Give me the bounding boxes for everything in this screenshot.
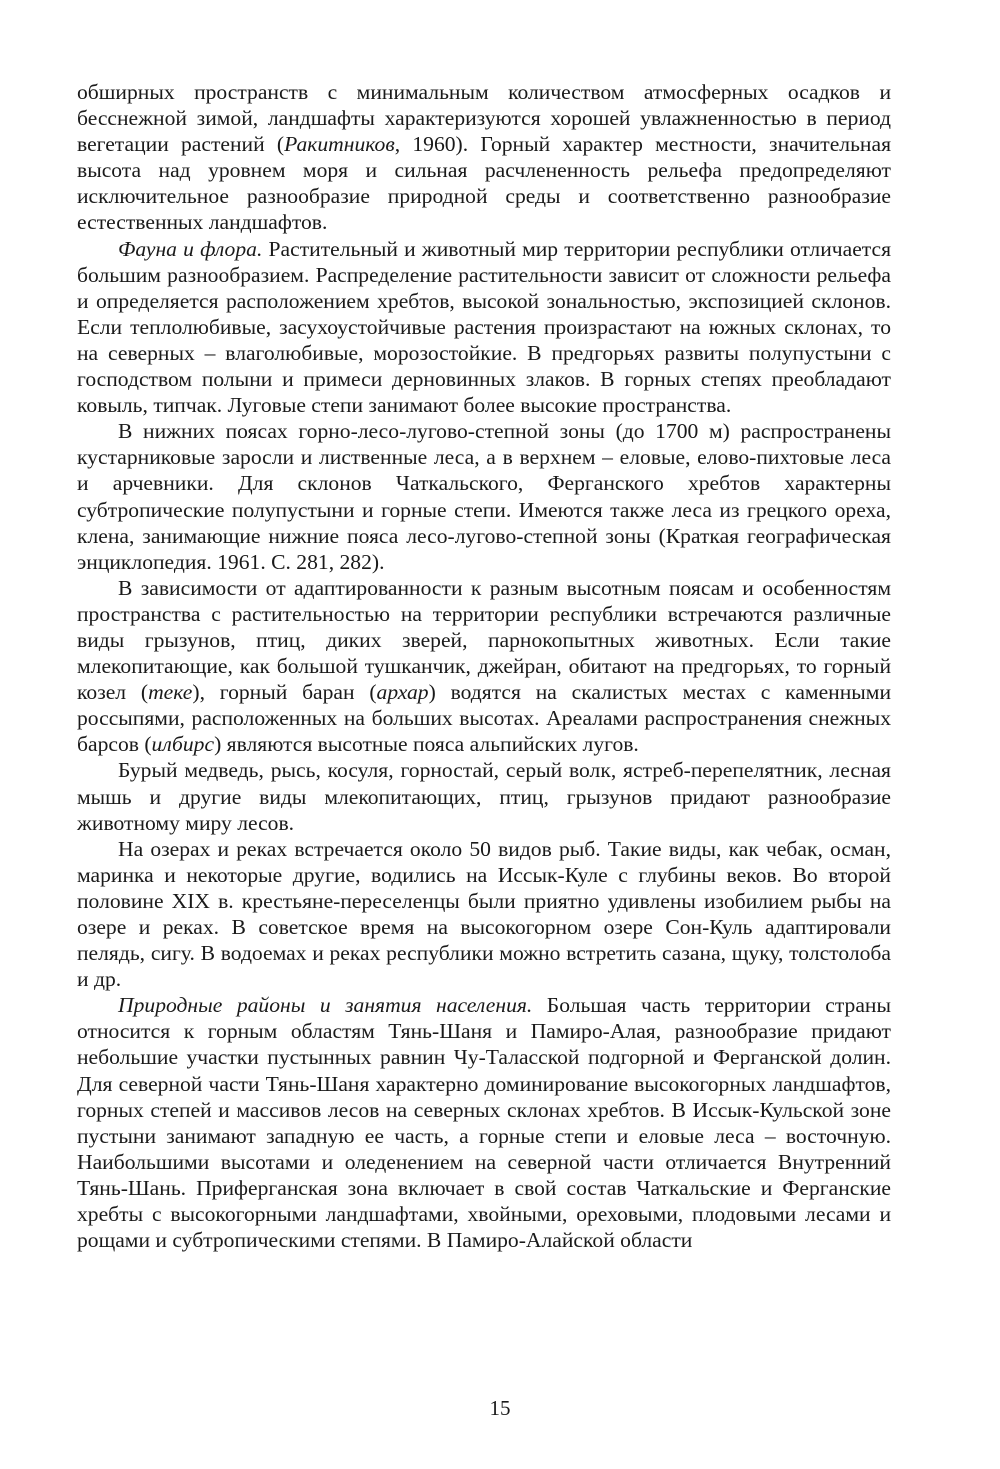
italic-citation: Ракитников [284, 132, 395, 157]
body-text [77, 79, 891, 1253]
text-segment: В зависимости от адаптированности к разным высотным поясам и особенностям пространства с растительностью на территории республики встречаются различные виды грызунов, птиц, диких зверей, парнокопытных животных. Если такие млекопитающие, как большой тушканчик, джейран, обитают на предгорьях, то горный козел ( [77, 575, 891, 705]
text-segment: ) являются высотные пояса альпийских лугов. [214, 732, 639, 757]
text-segment: В нижних поясах горно-лесо-лугово-степной зоны (до 1700 м) распространены кустарниковые заросли и лиственные леса, а в верхнем – еловые, елово-пихтовые леса и арчевники. Для склонов Чаткальского, Ферганского хребтов характерны субтропические полупустыни и горные степи. Имеются также леса из грецкого ореха, клена, занимающие нижние пояса лесо-лугово-степной зоны (Краткая географическая энциклопедия. 1961. С. 281, 282). [77, 419, 891, 574]
text-segment: Большая часть территории страны относится к горным областям Тянь-Шаня и Памиро-Алая, разнообразие придают небольшие участки пустынных равнин Чу-Таласской подгорной и Ферганской долин. Для северной части Тянь-Шаня характерно доминирование высокогорных ландшафтов, горных степей и массивов лесов на северных склонах хребтов. В Иссык-Кульской зоне пустыни занимают западную ее часть, а горные степи и еловые леса – восточную. Наибольшими высотами и оледенением на северной части отличается Внутренний Тянь-Шань. Приферганская зона включает в свой состав Чаткальские и Ферганские хребты с высокогорными ландшафтами, хвойными, ореховыми, плодовыми лесами и рощами и субтропическими степями. В Памиро-Алайской области [77, 993, 891, 1253]
italic-term: теке [148, 680, 193, 705]
text-segment: ) водятся на скалистых местах с каменными россыпями, расположенных на больших высотах. Ареалами распространения снежных барсов ( [77, 680, 892, 757]
text-segment: На озерах и реках встречается около 50 видов рыб. Такие виды, как чебак, осман, маринка и некоторые другие, водились на Иссык-Куле с глубины веков. Во второй половине XIX в. крестьяне-переселенцы были приятно удивлены изобилием рыбы на озере и реках. В советское время на высокогорном озере Сон-Куль адаптировали пелядь, сигу. В водоемах и реках республики можно встретить сазана, щуку, толстолоба и др. [77, 836, 891, 992]
section-heading-natural-regions: Природные районы и занятия населения. [118, 993, 533, 1018]
text-segment: Растительный и животный мир территории республики отличается большим разнообразием. Распределение растительности зависит от сложности рельефа и определяется расположением хребтов, высокой зональностью, экспозицией склонов. Если теплолюбивые, засухоустойчивые растения произрастают на южных склонах, то на северных – влаголюбивые, морозостойкие. В предгорьях развиты полупустыни с господством полыни и примеси дерновинных злаков. В горных степях преобладают ковыль, типчак. Луговые степи занимают более высокие пространства. [77, 236, 892, 418]
text-segment: ), горный баран ( [192, 680, 377, 705]
text-segment: Бурый медведь, рысь, косуля, горностай, серый волк, ястреб-перепелятник, лесная мышь и другие виды млекопитающих, птиц, грызунов придают разнообразие животному миру лесов. [77, 758, 891, 835]
paragraph-natural-regions [77, 992, 891, 1253]
paragraph-fauna-flora [77, 236, 891, 419]
page-number: 15 [489, 1396, 511, 1420]
paragraph-vegetation-belts [77, 418, 891, 575]
italic-term: илбирс [151, 732, 215, 757]
paragraph-continuation [77, 79, 891, 236]
section-heading-fauna-flora: Фауна и флора. [118, 236, 263, 261]
italic-term: архар [376, 680, 429, 705]
paragraph-forest-animals [77, 757, 891, 835]
text-segment: , 1960). Горный характер местности, значительная высота над уровнем моря и сильная расчлененность рельефа предопределяют исключительное разнообразие природной среды и соответственно разнообразие естественных ландшафтов. [77, 132, 891, 235]
paragraph-animals [77, 575, 891, 758]
paragraph-fish [77, 836, 891, 993]
text-segment: обширных пространств с минимальным количеством атмосферных осадков и бесснежной зимой, ландшафты характеризуются хорошей увлажненностью в период вегетации растений ( [77, 80, 891, 157]
